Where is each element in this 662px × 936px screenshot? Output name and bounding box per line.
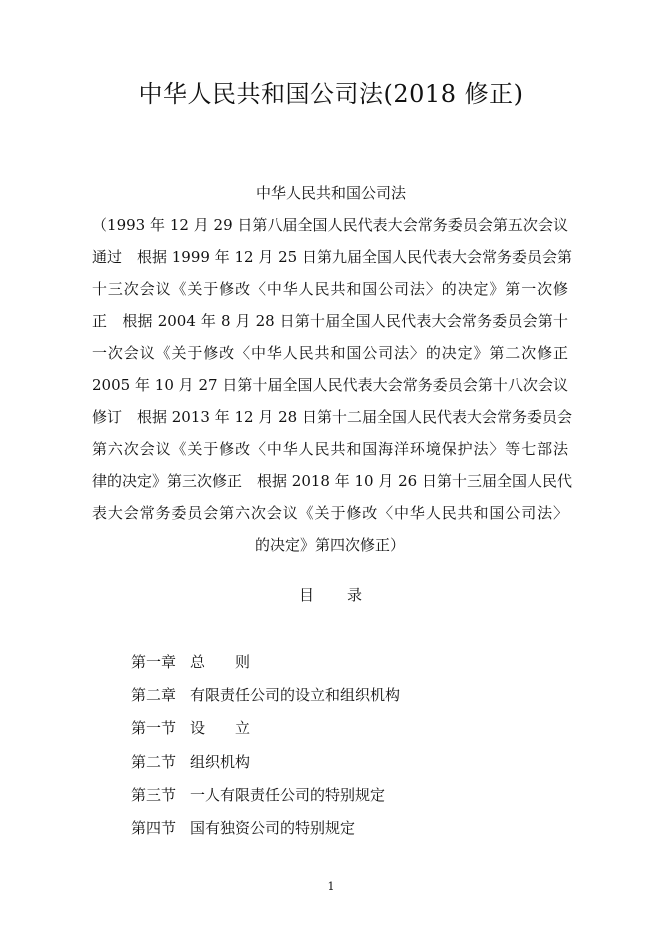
history-line: 十三次会议《关于修改〈中华人民共和国公司法〉的决定》第一次修 xyxy=(92,280,568,298)
toc-item-number: 第一节 xyxy=(131,719,177,738)
toc-item xyxy=(131,817,551,850)
history-line: 正 根据 2004 年 8 月 28 日第十届全国人民代表大会常务委员会第十 xyxy=(92,312,568,330)
toc-item xyxy=(131,751,551,784)
toc-item-number: 第一章 xyxy=(131,653,177,671)
toc-item-title: 设 立 xyxy=(190,719,251,738)
history-line: 一次会议《关于修改〈中华人民共和国公司法〉的决定》第二次修正 xyxy=(92,344,568,362)
toc-heading: 目 录 xyxy=(298,586,363,604)
revision-history xyxy=(92,214,572,566)
toc-item-title: 组织机构 xyxy=(190,752,251,771)
toc-item xyxy=(131,684,551,717)
history-line: （1993 年 12 月 29 日第八届全国人民代表大会常务委员会第五次会议 xyxy=(92,216,568,234)
toc-item xyxy=(131,651,551,684)
history-line: 表大会常务委员会第六次会议《关于修改〈中华人民共和国公司法〉 xyxy=(92,504,568,522)
toc-item-number: 第二章 xyxy=(131,686,177,705)
history-line: 律的决定》第三次修正 根据 2018 年 10 月 26 日第十三届全国人民代 xyxy=(92,472,572,490)
toc-item xyxy=(131,784,551,817)
history-line: 通过 根据 1999 年 12 月 25 日第九届全国人民代表大会常务委员会第 xyxy=(92,248,572,266)
history-line: 的决定》第四次修正） xyxy=(254,536,405,554)
history-line: 2005 年 10 月 27 日第十届全国人民代表大会常务委员会第十八次会议 xyxy=(92,376,568,394)
toc-item-title: 一人有限责任公司的特别规定 xyxy=(190,785,386,804)
law-name: 中华人民共和国公司法 xyxy=(255,184,406,202)
toc-item-number: 第三节 xyxy=(131,785,177,804)
toc-item-number: 第四节 xyxy=(131,818,177,837)
history-line: 修订 根据 2013 年 12 月 28 日第十二届全国人民代表大会常务委员会 xyxy=(92,408,572,426)
toc-item-title: 有限责任公司的设立和组织机构 xyxy=(190,686,401,705)
page-number: 1 xyxy=(327,880,335,893)
toc-item-title: 国有独资公司的特别规定 xyxy=(190,818,356,837)
document-title: 中华人民共和国公司法(2018 修正) xyxy=(138,80,524,108)
history-line: 第六次会议《关于修改〈中华人民共和国海洋环境保护法〉等七部法 xyxy=(92,440,568,458)
toc-item-number: 第二节 xyxy=(131,752,177,771)
toc-item-title: 总 则 xyxy=(190,653,251,671)
toc-item xyxy=(131,717,551,750)
table-of-contents xyxy=(131,651,551,850)
